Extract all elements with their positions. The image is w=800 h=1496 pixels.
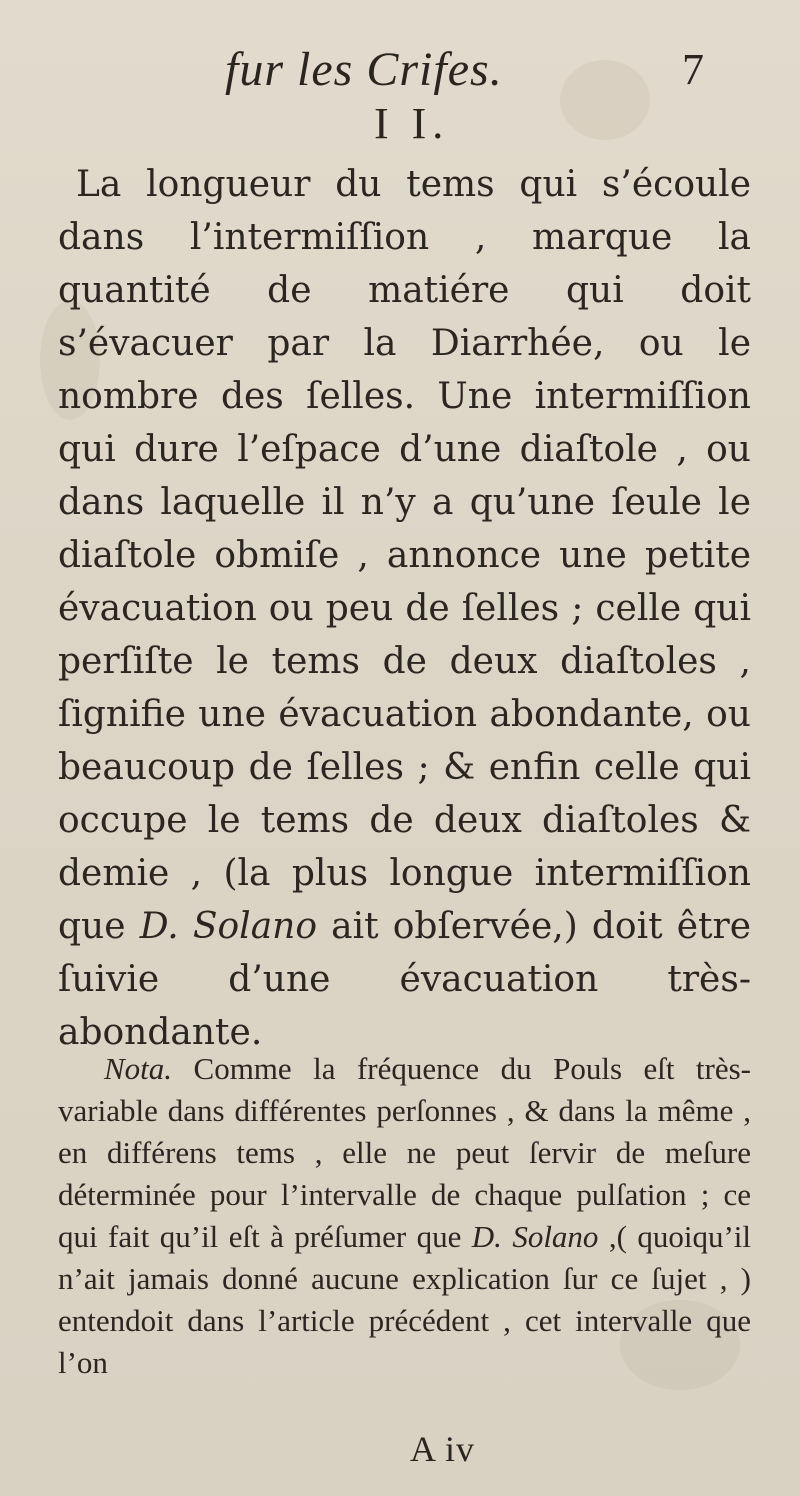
author-name: D. Solano	[139, 906, 318, 947]
nota-text-b: ,( quoiqu’il n’ait jamais donné aucune explication ſur ce ſujet , ) entendoit dans l’article précédent , cet intervalle que l’on	[58, 1219, 751, 1380]
nota-text-a: Comme la fréquence du Pouls eſt très-variable dans différentes perſonnes , & dans la même , en différens tems , elle ne peut ſervir de meſure déterminée pour l’intervalle de chaque pulſation ; ce qui fait qu’il eſt à préſumer que	[58, 1051, 751, 1254]
paragraph-tail: ait obſervée,) doit être ſuivie d’une évacuation très-abondante.	[58, 906, 752, 1053]
nota-paragraph	[58, 1048, 751, 1384]
signature-mark: A iv	[410, 1429, 476, 1469]
running-title: fur les Crifes.	[225, 43, 503, 96]
main-paragraph	[58, 158, 751, 1059]
paragraph-lead: La longueur du tems qui s’écoule dans l’intermiſſion , marque la quantité de matiére qui doit s’évacuer par la Diarrhée, ou le nombre des ſelles. Une intermiſſion qui dure l’eſpace d’une diaſtole , ou dans laquelle il n’y a qu’une ſeule le diaſtole obmiſe , annonce une petite évacuation ou peu de ſelles ; celle qui perſiſte le tems de deux diaſtoles , ſignifie une évacuation abondante, ou beaucoup de ſelles ; & enfin celle qui occupe le tems de deux diaſtoles & demie , (la plus longue intermiſſion que	[58, 164, 751, 947]
page-number: 7	[682, 45, 704, 94]
nota-author-name: D. Solano	[471, 1219, 599, 1254]
nota-label: Nota.	[104, 1051, 173, 1086]
section-number: I I.	[374, 99, 450, 148]
running-head	[0, 42, 800, 102]
